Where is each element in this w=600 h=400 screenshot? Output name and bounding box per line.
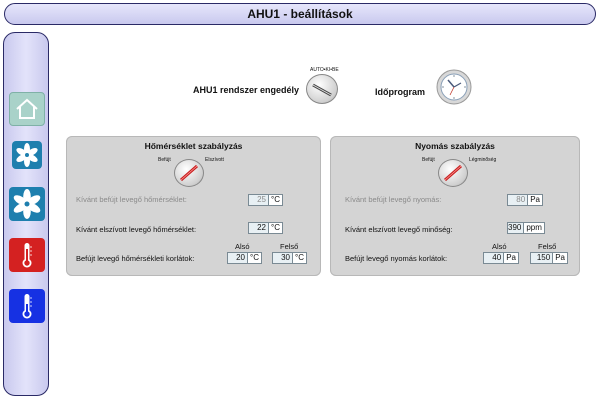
selector-right-label: Elszívott <box>205 157 224 163</box>
system-enable-switch[interactable] <box>306 74 338 104</box>
temperature-mode-selector[interactable] <box>174 159 204 187</box>
upper-limit-header: Felső <box>538 242 557 251</box>
selector-left-label: Befújt <box>158 157 171 163</box>
thermometer-icon <box>19 292 35 320</box>
thermometer-icon <box>19 241 35 269</box>
selector-right-label: Légminőség <box>469 157 497 163</box>
rotary-switch-icon <box>175 160 203 186</box>
supply-pressure-input[interactable]: 80 Pa <box>507 194 543 206</box>
upper-limit-header: Felső <box>280 242 299 251</box>
sidebar-item-fan-large[interactable] <box>9 187 45 221</box>
air-quality-input[interactable]: 390 ppm <box>507 222 543 234</box>
schedule-button[interactable] <box>436 69 472 105</box>
sidebar-item-thermometer-red[interactable] <box>9 238 45 272</box>
system-enable-label: AHU1 rendszer engedély <box>193 85 300 95</box>
sidebar-item-fan-small[interactable] <box>12 141 42 169</box>
pressure-panel-title: Nyomás szabályzás <box>415 141 495 151</box>
pressure-upper-limit-input[interactable]: 150 Pa <box>530 252 568 264</box>
rotary-switch-icon <box>307 75 337 103</box>
temp-limits-label: Befújt levegő hőmérsékleti korlátok: <box>76 254 195 263</box>
pressure-panel <box>330 136 580 276</box>
home-icon <box>15 98 39 120</box>
pressure-mode-selector[interactable] <box>438 159 468 187</box>
sidebar-item-home[interactable] <box>9 92 45 126</box>
title-bar <box>4 3 596 25</box>
sidebar <box>3 32 49 396</box>
temperature-panel <box>66 136 321 276</box>
supply-pressure-label: Kívánt befújt levegő nyomás: <box>345 195 442 204</box>
rotary-switch-icon <box>439 160 467 186</box>
lower-limit-header: Alsó <box>492 242 507 251</box>
supply-temp-input[interactable]: 25 °C <box>248 194 283 206</box>
clock-icon <box>436 69 472 105</box>
page-title: AHU1 - beállítások <box>247 7 353 21</box>
air-quality-label: Kívánt elszívott levegő minőség: <box>345 225 453 234</box>
switch-caption: AUTO•KI•BE <box>310 67 339 73</box>
temperature-panel-title: Hőmérséklet szabályzás <box>144 141 243 151</box>
temp-upper-limit-input[interactable]: 30 °C <box>272 252 307 264</box>
pressure-limits-label: Befújt levegő nyomás korlátok: <box>345 254 448 263</box>
temp-lower-limit-input[interactable]: 20 °C <box>227 252 262 264</box>
pressure-lower-limit-input[interactable]: 40 Pa <box>483 252 519 264</box>
fan-icon <box>15 143 39 167</box>
exhaust-temp-label: Kívánt elszívott levegő hőmérséklet: <box>76 225 197 234</box>
selector-left-label: Befújt <box>422 157 435 163</box>
supply-temp-label: Kívánt befújt levegő hőmérséklet: <box>76 195 187 204</box>
lower-limit-header: Alsó <box>235 242 250 251</box>
fan-icon <box>12 189 42 219</box>
exhaust-temp-input[interactable]: 22 °C <box>248 222 283 234</box>
sidebar-item-thermometer-blue[interactable] <box>9 289 45 323</box>
schedule-label: Időprogram <box>375 87 426 97</box>
